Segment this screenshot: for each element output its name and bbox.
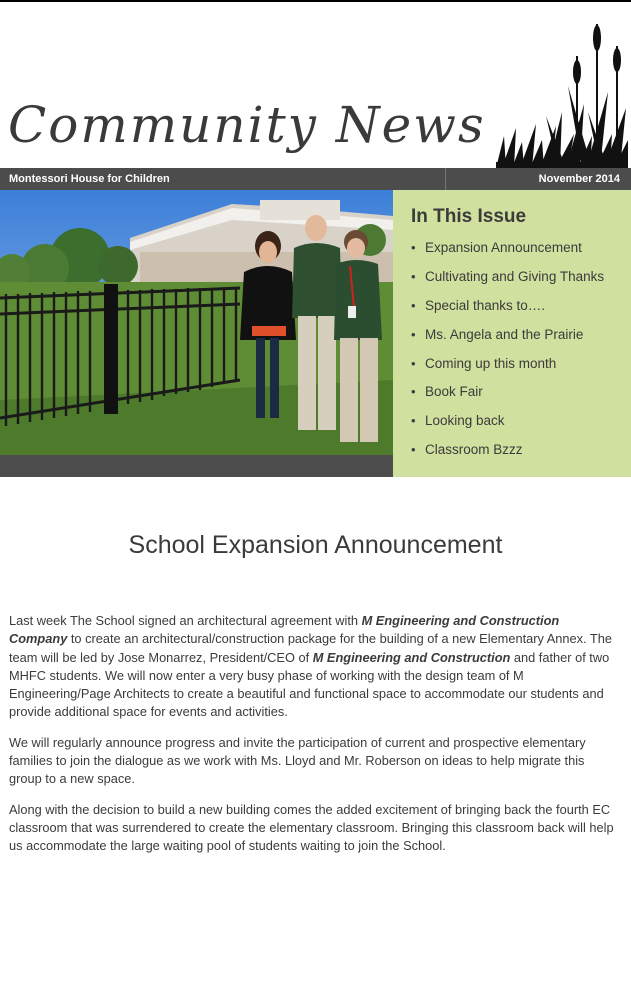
article-paragraph-1: Last week The School signed an architectural agreement with M Engineering and Construction Company to create an architectural/construction package for the building of a new Elementary Annex. The team will be led by Jose Monarrez, President/CEO of M Engineering and Construction and father of two MHFC students. We will now enter a very busy phase of working with the design team of M Engineering/Page Architects to create a beautiful and functional space to accommodate our students and provide additional space for events and activities. bbox=[9, 613, 612, 720]
article-paragraph-2: We will regularly announce progress and invite the participation of current and prospective elementary families to join the dialogue as we work with Ms. Lloyd and Mr. Roberson on ideas to help migrate this group to a new space. bbox=[9, 734, 586, 787]
article-body bbox=[9, 612, 617, 868]
organization-name: Montessori House for Children bbox=[9, 173, 170, 185]
issue-list-item[interactable]: • Ms. Angela and the Prairie bbox=[411, 326, 584, 342]
article-paragraph-3: Along with the decision to build a new building comes the added excitement of bringing back the fourth EC classroom that was surrendered to create the elementary classroom. Bringing this classroom back will help us accommodate the large waiting pool of students waiting to join the School. bbox=[9, 801, 614, 854]
issue-list-item[interactable]: • Expansion Announcement bbox=[411, 240, 582, 255]
feature-photo bbox=[0, 190, 393, 477]
bullet-icon: • bbox=[411, 413, 416, 429]
article-headline: School Expansion Announcement bbox=[128, 531, 503, 559]
issue-list-item[interactable]: • Cultivating and Giving Thanks bbox=[411, 268, 605, 284]
issue-list-item[interactable]: • Coming up this month bbox=[411, 355, 557, 371]
band-divider bbox=[445, 168, 446, 190]
bullet-icon: • bbox=[411, 326, 416, 342]
bullet-icon: • bbox=[411, 240, 416, 255]
bullet-icon: • bbox=[411, 268, 416, 284]
company-name-emphasis: M Engineering and Construction Company bbox=[9, 613, 560, 647]
top-rule bbox=[0, 0, 631, 2]
header-band bbox=[0, 168, 631, 190]
issue-date: November 2014 bbox=[538, 173, 620, 185]
masthead-title: Community News bbox=[8, 96, 486, 154]
bullet-icon: • bbox=[411, 355, 416, 371]
issue-list-item[interactable]: • Looking back bbox=[411, 413, 505, 429]
cattail-reeds-illustration bbox=[496, 16, 628, 168]
bullet-icon: • bbox=[411, 442, 416, 458]
company-name-emphasis: M Engineering and Construction bbox=[312, 649, 511, 665]
issue-list-item[interactable]: • Special thanks to…. bbox=[411, 297, 546, 313]
bullet-icon: • bbox=[411, 297, 416, 313]
issue-list-item[interactable]: • Classroom Bzzz bbox=[411, 442, 523, 458]
issue-list bbox=[411, 240, 604, 471]
in-this-issue-heading: In This Issue bbox=[411, 206, 527, 227]
in-this-issue-panel bbox=[393, 190, 631, 477]
issue-list-item[interactable]: • Book Fair bbox=[411, 384, 483, 400]
bullet-icon: • bbox=[411, 384, 416, 400]
